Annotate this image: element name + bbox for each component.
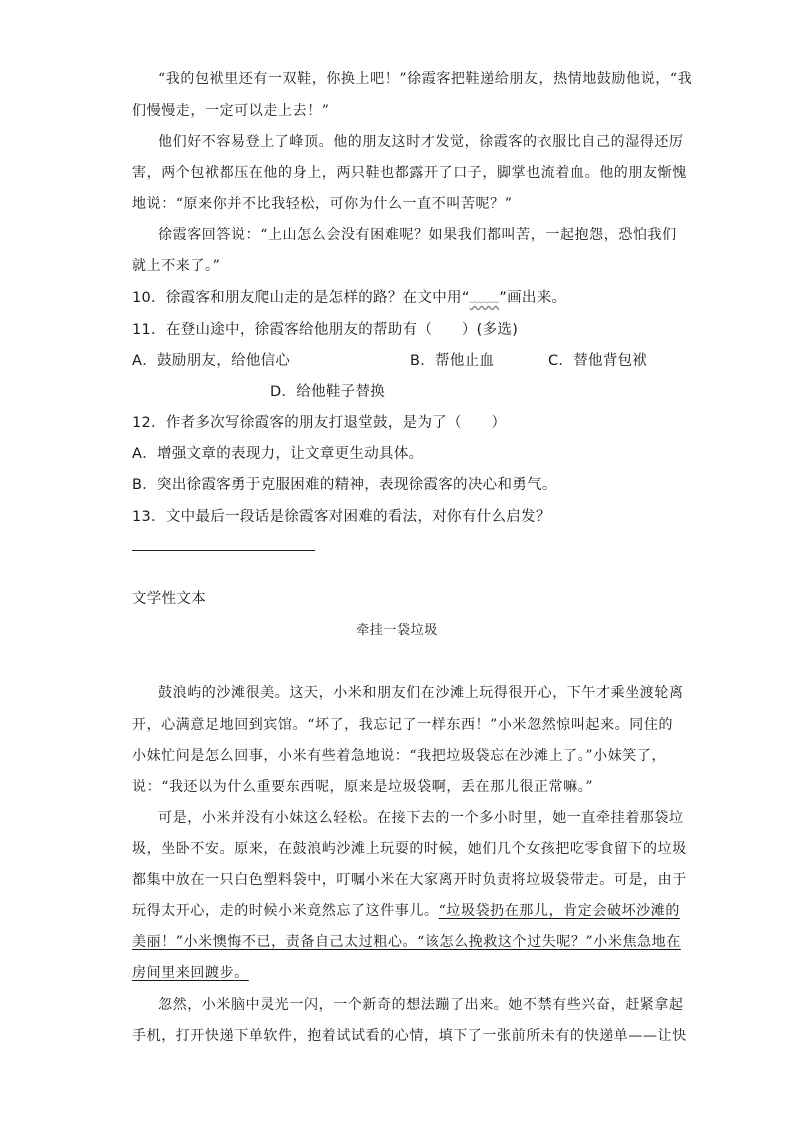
underlined-sentence-part-1: “垃圾袋扔在那儿，肯定会破坏沙滩的 <box>438 903 680 919</box>
passage2-line-6: 圾，坐卧不安。原来，在鼓浪屿沙滩上玩耍的时候，她们几个女孩把吃零食留下的垃圾 <box>132 841 687 857</box>
passage1-line-4: 害，两个包袱都压在他的身上，两只鞋也都露开了口子，脚掌也流着血。他的朋友惭愧 <box>132 165 687 181</box>
passage1-line-1: “我的包袱里还有一双鞋，你换上吧！”徐霞客把鞋递给朋友，热情地鼓励他说，“我 <box>158 71 693 87</box>
passage2-line-12: 手机，打开快递下单软件，抱着试试看的心情，填下了一张前所未有的快递单——让快 <box>132 1028 687 1044</box>
passage2-line-4: 说：“我还以为什么重要东西呢，原来是垃圾袋啊，丢在那儿很正常嘛。” <box>132 779 594 795</box>
passage1-line-7: 就上不来了。” <box>132 258 221 274</box>
question-12-option-b: B．突出徐霞客勇于克服困难的精神，表现徐霞客的决心和勇气。 <box>132 477 557 493</box>
question-11-option-b: B．帮他止血 <box>410 353 495 369</box>
passage1-line-5: 地说：“原来你并不比我轻松，可你为什么一直不叫苦呢？” <box>132 196 513 212</box>
passage1-line-6: 徐霞客回答说：“上山怎么会没有困难呢？如果我们都叫苦，一起抱怨，恐怕我们 <box>158 227 677 243</box>
passage2-line-3: 小妹忙问是怎么回事，小米有些着急地说：“我把垃圾袋忘在沙滩上了。”小妹笑了， <box>132 748 667 764</box>
passage2-line-8 <box>132 900 680 920</box>
question-11-option-a: A．鼓励朋友，给他信心 <box>132 353 291 369</box>
passage1-line-3: 他们好不容易登上了峰顶。他的朋友这时才发觉，徐霞客的衣服比自己的湿得还厉 <box>158 134 684 150</box>
section-heading: 文学性文本 <box>132 591 206 607</box>
wavy-underline-mark: ﹏﹏ <box>469 290 500 306</box>
passage2-line-5: 可是，小米并没有小妹这么轻松。在接下去的一个多小时里，她一直牵挂着那袋垃 <box>158 810 684 826</box>
question-11-option-d: D．给他鞋子替换 <box>270 384 386 400</box>
passage2-line-2: 开，心满意足地回到宾馆。“坏了，我忘记了一样东西！”小米忽然惊叫起来。同住的 <box>132 717 674 733</box>
question-11-option-c: C．替他背包袱 <box>548 353 648 369</box>
passage1-line-2: 们慢慢走，一定可以走上去！” <box>132 103 330 119</box>
question-12-option-a: A．增强文章的表现力，让文章更生动具体。 <box>132 446 424 462</box>
question-11: 11．在登山途中，徐霞客给他朋友的帮助有（ ）(多选) <box>132 322 519 338</box>
passage-title: 牵挂一袋垃圾 <box>356 623 438 638</box>
question-10-text-after: ”画出来。 <box>499 290 567 306</box>
question-10-text-before: 10．徐霞客和朋友爬山走的是怎样的路？在文中用“ <box>132 290 470 306</box>
underlined-sentence-part-2: 美丽！”小米懊悔不已，责备自己太过粗心。“该怎么挽救这个过失呢？”小米焦急地在 <box>132 934 681 950</box>
passage2-line-8-plain: 玩得太开心，走的时候小米竟然忘了这件事儿。 <box>132 903 439 919</box>
answer-line[interactable] <box>132 550 315 551</box>
passage2-line-1: 鼓浪屿的沙滩很美。这天，小米和朋友们在沙滩上玩得很开心，下午才乘坐渡轮离 <box>158 685 684 701</box>
question-12: 12．作者多次写徐霞客的朋友打退堂鼓，是为了（ ） <box>132 415 507 431</box>
underlined-sentence-part-3: 房间里来回踱步。 <box>132 965 249 981</box>
passage2-line-11: 忽然，小米脑中灵光一闪，一个新奇的想法蹦了出来。她不禁有些兴奋，赶紧拿起 <box>158 997 684 1013</box>
question-10 <box>132 286 662 307</box>
passage2-line-7: 都集中放在一只白色塑料袋中，叮嘱小米在大家离开时负责将垃圾袋带走。可是，由于 <box>132 872 687 888</box>
question-13: 13．文中最后一段话是徐霞客对困难的看法，对你有什么启发？ <box>132 509 551 525</box>
